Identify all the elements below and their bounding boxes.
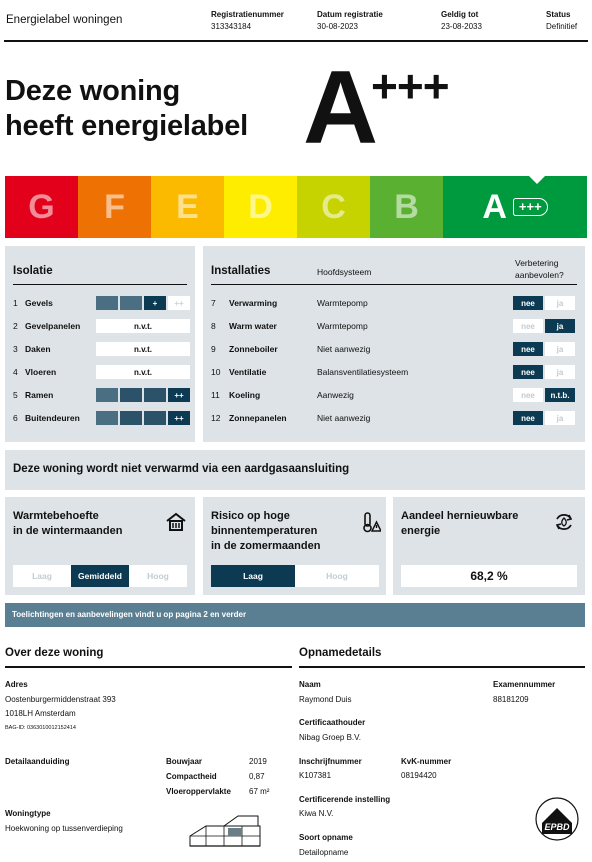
building-type-icon bbox=[188, 810, 264, 848]
renewable-cycle-icon bbox=[553, 511, 575, 533]
instelling-label: Certificerende instelling bbox=[299, 795, 391, 804]
gevelpanelen-value: n.v.t. bbox=[96, 319, 190, 333]
option-ja: ja bbox=[545, 365, 575, 379]
naam-value: Raymond Duis bbox=[299, 695, 352, 704]
risico-title: Risico op hoge binnentemperaturen in de zomermaanden bbox=[211, 510, 321, 552]
kvk-label: KvK-nummer bbox=[401, 757, 452, 766]
rating-cell bbox=[120, 411, 142, 425]
option-laag: Laag bbox=[211, 565, 295, 587]
risico-scale bbox=[211, 565, 379, 587]
option-ja: n.t.b. bbox=[545, 388, 575, 402]
vloeroppervlakte-label: Vloeroppervlakte bbox=[166, 787, 231, 796]
adres-line-2: 1018LH Amsterdam bbox=[5, 709, 76, 718]
rating-cell: ++ bbox=[168, 296, 190, 310]
option-ja: ja bbox=[545, 411, 575, 425]
isolatie-row-gevels: 1 Gevels bbox=[13, 298, 53, 308]
energy-label-plus: +++ bbox=[371, 60, 449, 112]
installaties-divider bbox=[211, 284, 577, 285]
improvement-toggle bbox=[513, 296, 575, 310]
class-a: A +++ bbox=[443, 176, 587, 238]
adres-line-1: Oostenburgermiddenstraat 393 bbox=[5, 695, 116, 704]
compactheid-value: 0,87 bbox=[249, 772, 265, 781]
option-ja: ja bbox=[545, 296, 575, 310]
col-verbetering: Verbetering aanbevolen? bbox=[515, 258, 564, 280]
improvement-toggle bbox=[513, 319, 575, 333]
woningtype-label: Woningtype bbox=[5, 809, 51, 818]
improvement-toggle bbox=[513, 388, 575, 402]
class-f: F bbox=[78, 176, 151, 238]
compactheid-label: Compactheid bbox=[166, 772, 217, 781]
document-type: Energielabel woningen bbox=[6, 14, 123, 26]
thermometer-warning-icon bbox=[359, 511, 381, 533]
certificaathouder-value: Nibag Groep B.V. bbox=[299, 733, 361, 742]
class-c: C bbox=[297, 176, 370, 238]
option-nee: nee bbox=[513, 296, 543, 310]
opname-title: Opnamedetails bbox=[299, 647, 382, 659]
vloeroppervlakte-value: 67 m² bbox=[249, 787, 270, 796]
isolatie-panel bbox=[5, 246, 195, 442]
inschrijfnummer-value: K107381 bbox=[299, 771, 332, 780]
naam-label: Naam bbox=[299, 680, 321, 689]
instelling-value: Kiwa N.V. bbox=[299, 809, 334, 818]
inschrijfnummer-label: Inschrijfnummer bbox=[299, 757, 362, 766]
isolatie-row-ramen: 5 Ramen bbox=[13, 390, 54, 400]
house-heat-icon bbox=[165, 511, 187, 533]
woningtype-value: Hoekwoning op tussenverdieping bbox=[5, 824, 123, 833]
isolatie-row-vloeren: 4 Vloeren bbox=[13, 367, 57, 377]
vloeren-value: n.v.t. bbox=[96, 365, 190, 379]
rating-cell bbox=[144, 388, 166, 402]
registration-date: Datum registratie 30-08-2023 bbox=[317, 10, 383, 31]
renewable-share-value: 68,2 % bbox=[401, 565, 577, 587]
option-laag: Laag bbox=[13, 565, 71, 587]
warmtebehoefte-box bbox=[5, 497, 195, 595]
installatie-system: Warmtepomp bbox=[317, 321, 368, 331]
explanation-banner: Toelichtingen en aanbevelingen vindt u op pagina 2 en verder bbox=[5, 603, 585, 627]
energy-class-bar bbox=[5, 176, 589, 238]
class-g: G bbox=[5, 176, 78, 238]
epbd-logo-text: EPBD bbox=[544, 822, 570, 832]
isolatie-row-buitendeuren: 6 Buitendeuren bbox=[13, 413, 80, 423]
option-hoog: Hoog bbox=[129, 565, 187, 587]
detailaanduiding-label: Detailaanduiding bbox=[5, 757, 70, 766]
isolatie-row-daken: 3 Daken bbox=[13, 344, 51, 354]
installatie-name: 10 Ventilatie bbox=[211, 367, 267, 377]
improvement-toggle bbox=[513, 365, 575, 379]
energy-label-letter: A bbox=[303, 50, 377, 166]
warmtebehoefte-title: Warmtebehoefte in de wintermaanden bbox=[13, 510, 123, 537]
opname-divider bbox=[299, 666, 585, 668]
class-d: D bbox=[224, 176, 297, 238]
class-b: B bbox=[370, 176, 443, 238]
gevels-rating bbox=[96, 296, 190, 310]
installaties-title: Installaties bbox=[211, 265, 271, 277]
installatie-name: 9 Zonneboiler bbox=[211, 344, 278, 354]
over-title: Over deze woning bbox=[5, 647, 104, 659]
installatie-name: 8 Warm water bbox=[211, 321, 277, 331]
buitendeuren-rating bbox=[96, 411, 190, 425]
option-ja: ja bbox=[545, 342, 575, 356]
installatie-system: Niet aanwezig bbox=[317, 413, 371, 423]
installatie-system: Niet aanwezig bbox=[317, 344, 371, 354]
rating-cell bbox=[144, 411, 166, 425]
ramen-rating bbox=[96, 388, 190, 402]
rating-cell bbox=[96, 296, 118, 310]
gas-connection-banner: Deze woning wordt niet verwarmd via een aardgasaansluiting bbox=[5, 450, 585, 490]
soort-opname-value: Detailopname bbox=[299, 848, 349, 857]
class-e: E bbox=[151, 176, 224, 238]
isolatie-divider bbox=[13, 284, 187, 285]
risico-box bbox=[203, 497, 386, 595]
kvk-value: 08194420 bbox=[401, 771, 437, 780]
daken-value: n.v.t. bbox=[96, 342, 190, 356]
class-a-plus: +++ bbox=[513, 198, 548, 216]
rating-cell: + bbox=[144, 296, 166, 310]
rating-cell bbox=[120, 388, 142, 402]
hernieuwbaar-box bbox=[393, 497, 585, 595]
adres-label: Adres bbox=[5, 680, 28, 689]
isolatie-title: Isolatie bbox=[13, 265, 53, 277]
hernieuwbaar-title: Aandeel hernieuwbare energie bbox=[401, 510, 519, 537]
installaties-panel bbox=[203, 246, 585, 442]
rating-cell bbox=[120, 296, 142, 310]
improvement-toggle bbox=[513, 342, 575, 356]
bouwjaar-value: 2019 bbox=[249, 757, 267, 766]
installatie-system: Balansventilatiesysteem bbox=[317, 367, 409, 377]
rating-cell bbox=[96, 388, 118, 402]
header-divider bbox=[4, 40, 588, 42]
installatie-name: 7 Verwarming bbox=[211, 298, 278, 308]
over-divider bbox=[5, 666, 292, 668]
option-hoog: Hoog bbox=[295, 565, 379, 587]
improvement-toggle bbox=[513, 411, 575, 425]
active-class-marker bbox=[529, 176, 545, 184]
installatie-system: Aanwezig bbox=[317, 390, 354, 400]
option-nee: nee bbox=[513, 411, 543, 425]
soort-opname-label: Soort opname bbox=[299, 833, 353, 842]
warmtebehoefte-scale bbox=[13, 565, 187, 587]
page-title: Deze woning heeft energielabel bbox=[5, 75, 248, 142]
rating-cell bbox=[96, 411, 118, 425]
installatie-name: 11 Koeling bbox=[211, 390, 261, 400]
examennummer-value: 88181209 bbox=[493, 695, 529, 704]
option-nee: nee bbox=[513, 388, 543, 402]
col-hoofdsysteem: Hoofdsysteem bbox=[317, 267, 372, 277]
option-ja: ja bbox=[545, 319, 575, 333]
isolatie-row-gevelpanelen: 2 Gevelpanelen bbox=[13, 321, 81, 331]
option-nee: nee bbox=[513, 319, 543, 333]
option-nee: nee bbox=[513, 342, 543, 356]
option-gemiddeld: Gemiddeld bbox=[71, 565, 129, 587]
rating-cell: ++ bbox=[168, 388, 190, 402]
valid-until: Geldig tot 23-08-2033 bbox=[441, 10, 482, 31]
epbd-seal-icon bbox=[534, 796, 580, 842]
bouwjaar-label: Bouwjaar bbox=[166, 757, 203, 766]
examennummer-label: Examennummer bbox=[493, 680, 556, 689]
installatie-name: 12 Zonnepanelen bbox=[211, 413, 287, 423]
rating-cell: ++ bbox=[168, 411, 190, 425]
registration-number: Registratienummer 313343184 bbox=[211, 10, 284, 31]
bag-id: BAG-ID: 0363010012152414 bbox=[5, 725, 76, 731]
installatie-system: Warmtepomp bbox=[317, 298, 368, 308]
certificaathouder-label: Certificaathouder bbox=[299, 718, 366, 727]
status: Status Definitief bbox=[546, 10, 578, 31]
option-nee: nee bbox=[513, 365, 543, 379]
